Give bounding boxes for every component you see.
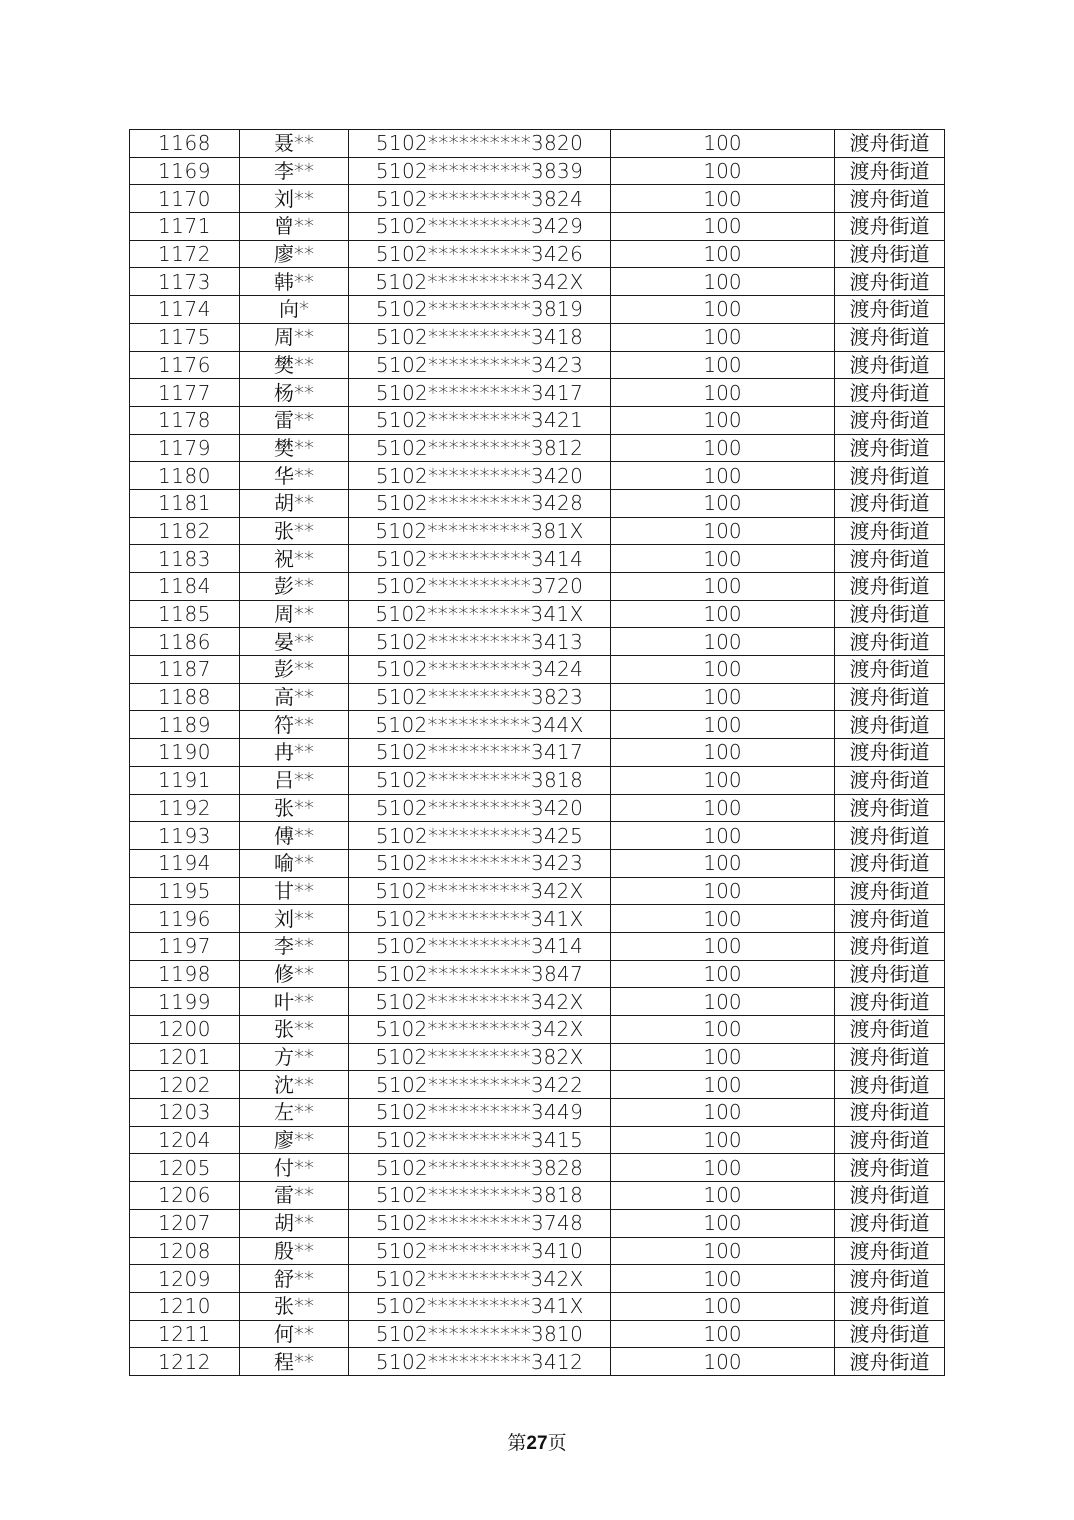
id-number-cell: 5102**********3839 (349, 157, 611, 185)
street-cell: 渡舟街道 (835, 157, 945, 185)
row-number-cell: 1193 (130, 822, 240, 850)
id-number-cell: 5102**********3420 (349, 794, 611, 822)
table-row (130, 600, 945, 628)
table-row (130, 296, 945, 324)
table-row (130, 822, 945, 850)
amount-cell: 100 (611, 1348, 835, 1376)
street-cell: 渡舟街道 (835, 600, 945, 628)
amount-cell: 100 (611, 1265, 835, 1293)
row-number-cell: 1197 (130, 932, 240, 960)
amount-cell: 100 (611, 157, 835, 185)
name-cell: 曾** (240, 213, 349, 241)
amount-cell: 100 (611, 296, 835, 324)
street-cell: 渡舟街道 (835, 905, 945, 933)
id-number-cell: 5102**********3421 (349, 406, 611, 434)
name-cell: 张** (240, 1292, 349, 1320)
table-row (130, 545, 945, 573)
row-number-cell: 1169 (130, 157, 240, 185)
amount-cell: 100 (611, 1209, 835, 1237)
id-number-cell: 5102**********3720 (349, 573, 611, 601)
name-cell: 周** (240, 323, 349, 351)
street-cell: 渡舟街道 (835, 656, 945, 684)
street-cell: 渡舟街道 (835, 379, 945, 407)
name-cell: 傅** (240, 822, 349, 850)
name-cell: 祝** (240, 545, 349, 573)
street-cell: 渡舟街道 (835, 185, 945, 213)
id-number-cell: 5102**********3410 (349, 1237, 611, 1265)
row-number-cell: 1203 (130, 1099, 240, 1127)
row-number-cell: 1178 (130, 406, 240, 434)
street-cell: 渡舟街道 (835, 213, 945, 241)
table-row (130, 766, 945, 794)
table-row (130, 932, 945, 960)
street-cell: 渡舟街道 (835, 268, 945, 296)
name-cell: 李** (240, 157, 349, 185)
name-cell: 李** (240, 932, 349, 960)
id-number-cell: 5102**********341X (349, 1292, 611, 1320)
row-number-cell: 1179 (130, 434, 240, 462)
street-cell: 渡舟街道 (835, 1043, 945, 1071)
row-number-cell: 1176 (130, 351, 240, 379)
row-number-cell: 1210 (130, 1292, 240, 1320)
street-cell: 渡舟街道 (835, 683, 945, 711)
row-number-cell: 1194 (130, 849, 240, 877)
amount-cell: 100 (611, 185, 835, 213)
street-cell: 渡舟街道 (835, 351, 945, 379)
amount-cell: 100 (611, 932, 835, 960)
name-cell: 张** (240, 517, 349, 545)
name-cell: 胡** (240, 1209, 349, 1237)
street-cell: 渡舟街道 (835, 462, 945, 490)
street-cell: 渡舟街道 (835, 240, 945, 268)
street-cell: 渡舟街道 (835, 573, 945, 601)
street-cell: 渡舟街道 (835, 1016, 945, 1044)
id-number-cell: 5102**********3818 (349, 766, 611, 794)
street-cell: 渡舟街道 (835, 960, 945, 988)
id-number-cell: 5102**********3418 (349, 323, 611, 351)
table-row (130, 1209, 945, 1237)
amount-cell: 100 (611, 656, 835, 684)
street-cell: 渡舟街道 (835, 296, 945, 324)
amount-cell: 100 (611, 822, 835, 850)
id-number-cell: 5102**********3422 (349, 1071, 611, 1099)
street-cell: 渡舟街道 (835, 130, 945, 158)
row-number-cell: 1192 (130, 794, 240, 822)
id-number-cell: 5102**********3847 (349, 960, 611, 988)
id-number-cell: 5102**********3420 (349, 462, 611, 490)
table-row (130, 1016, 945, 1044)
id-number-cell: 5102**********3819 (349, 296, 611, 324)
table-row (130, 462, 945, 490)
amount-cell: 100 (611, 462, 835, 490)
row-number-cell: 1209 (130, 1265, 240, 1293)
street-cell: 渡舟街道 (835, 1237, 945, 1265)
amount-cell: 100 (611, 351, 835, 379)
name-cell: 付** (240, 1154, 349, 1182)
row-number-cell: 1177 (130, 379, 240, 407)
table-row (130, 739, 945, 767)
id-number-cell: 5102**********3423 (349, 351, 611, 379)
name-cell: 聂** (240, 130, 349, 158)
id-number-cell: 5102**********3812 (349, 434, 611, 462)
id-number-cell: 5102**********341X (349, 600, 611, 628)
street-cell: 渡舟街道 (835, 517, 945, 545)
id-number-cell: 5102**********3415 (349, 1126, 611, 1154)
row-number-cell: 1206 (130, 1182, 240, 1210)
table-row (130, 268, 945, 296)
amount-cell: 100 (611, 1071, 835, 1099)
street-cell: 渡舟街道 (835, 1320, 945, 1348)
id-number-cell: 5102**********3412 (349, 1348, 611, 1376)
table-row (130, 849, 945, 877)
id-number-cell: 5102**********3823 (349, 683, 611, 711)
row-number-cell: 1211 (130, 1320, 240, 1348)
name-cell: 修** (240, 960, 349, 988)
row-number-cell: 1181 (130, 489, 240, 517)
table-row (130, 877, 945, 905)
street-cell: 渡舟街道 (835, 1348, 945, 1376)
amount-cell: 100 (611, 1099, 835, 1127)
row-number-cell: 1172 (130, 240, 240, 268)
amount-cell: 100 (611, 130, 835, 158)
id-number-cell: 5102**********3810 (349, 1320, 611, 1348)
street-cell: 渡舟街道 (835, 545, 945, 573)
amount-cell: 100 (611, 1182, 835, 1210)
amount-cell: 100 (611, 683, 835, 711)
table-row (130, 1043, 945, 1071)
id-number-cell: 5102**********3818 (349, 1182, 611, 1210)
roster-table-body (130, 130, 945, 1376)
row-number-cell: 1168 (130, 130, 240, 158)
row-number-cell: 1204 (130, 1126, 240, 1154)
amount-cell: 100 (611, 489, 835, 517)
amount-cell: 100 (611, 1320, 835, 1348)
id-number-cell: 5102**********3428 (349, 489, 611, 517)
name-cell: 樊** (240, 434, 349, 462)
amount-cell: 100 (611, 600, 835, 628)
row-number-cell: 1196 (130, 905, 240, 933)
amount-cell: 100 (611, 1126, 835, 1154)
name-cell: 左** (240, 1099, 349, 1127)
street-cell: 渡舟街道 (835, 1182, 945, 1210)
id-number-cell: 5102**********342X (349, 877, 611, 905)
name-cell: 刘** (240, 905, 349, 933)
id-number-cell: 5102**********3429 (349, 213, 611, 241)
id-number-cell: 5102**********3828 (349, 1154, 611, 1182)
amount-cell: 100 (611, 628, 835, 656)
table-row (130, 1182, 945, 1210)
name-cell: 方** (240, 1043, 349, 1071)
row-number-cell: 1208 (130, 1237, 240, 1265)
id-number-cell: 5102**********3425 (349, 822, 611, 850)
amount-cell: 100 (611, 213, 835, 241)
id-number-cell: 5102**********3426 (349, 240, 611, 268)
table-row (130, 1126, 945, 1154)
page-footer (0, 1428, 1074, 1455)
name-cell: 何** (240, 1320, 349, 1348)
street-cell: 渡舟街道 (835, 1292, 945, 1320)
street-cell: 渡舟街道 (835, 766, 945, 794)
name-cell: 周** (240, 600, 349, 628)
amount-cell: 100 (611, 268, 835, 296)
name-cell: 晏** (240, 628, 349, 656)
table-row (130, 157, 945, 185)
row-number-cell: 1184 (130, 573, 240, 601)
street-cell: 渡舟街道 (835, 794, 945, 822)
name-cell: 雷** (240, 1182, 349, 1210)
name-cell: 殷** (240, 1237, 349, 1265)
row-number-cell: 1207 (130, 1209, 240, 1237)
amount-cell: 100 (611, 960, 835, 988)
amount-cell: 100 (611, 240, 835, 268)
id-number-cell: 5102**********3820 (349, 130, 611, 158)
name-cell: 杨** (240, 379, 349, 407)
amount-cell: 100 (611, 545, 835, 573)
row-number-cell: 1205 (130, 1154, 240, 1182)
table-row (130, 406, 945, 434)
id-number-cell: 5102**********3414 (349, 932, 611, 960)
row-number-cell: 1199 (130, 988, 240, 1016)
row-number-cell: 1182 (130, 517, 240, 545)
amount-cell: 100 (611, 877, 835, 905)
amount-cell: 100 (611, 1237, 835, 1265)
row-number-cell: 1180 (130, 462, 240, 490)
table-row (130, 711, 945, 739)
street-cell: 渡舟街道 (835, 822, 945, 850)
row-number-cell: 1198 (130, 960, 240, 988)
name-cell: 符** (240, 711, 349, 739)
amount-cell: 100 (611, 988, 835, 1016)
street-cell: 渡舟街道 (835, 711, 945, 739)
row-number-cell: 1175 (130, 323, 240, 351)
table-row (130, 351, 945, 379)
row-number-cell: 1185 (130, 600, 240, 628)
id-number-cell: 5102**********342X (349, 988, 611, 1016)
table-row (130, 905, 945, 933)
id-number-cell: 5102**********3824 (349, 185, 611, 213)
id-number-cell: 5102**********3417 (349, 379, 611, 407)
table-row (130, 379, 945, 407)
id-number-cell: 5102**********341X (349, 905, 611, 933)
id-number-cell: 5102**********3414 (349, 545, 611, 573)
name-cell: 樊** (240, 351, 349, 379)
amount-cell: 100 (611, 739, 835, 767)
page-footer-prefix: 第 (507, 1432, 527, 1454)
row-number-cell: 1190 (130, 739, 240, 767)
table-row (130, 1320, 945, 1348)
street-cell: 渡舟街道 (835, 739, 945, 767)
row-number-cell: 1201 (130, 1043, 240, 1071)
name-cell: 廖** (240, 1126, 349, 1154)
id-number-cell: 5102**********3417 (349, 739, 611, 767)
table-row (130, 323, 945, 351)
name-cell: 向* (240, 296, 349, 324)
row-number-cell: 1173 (130, 268, 240, 296)
name-cell: 程** (240, 1348, 349, 1376)
row-number-cell: 1174 (130, 296, 240, 324)
name-cell: 雷** (240, 406, 349, 434)
id-number-cell: 5102**********382X (349, 1043, 611, 1071)
table-row (130, 240, 945, 268)
name-cell: 吕** (240, 766, 349, 794)
amount-cell: 100 (611, 379, 835, 407)
table-row (130, 434, 945, 462)
street-cell: 渡舟街道 (835, 1071, 945, 1099)
id-number-cell: 5102**********342X (349, 1265, 611, 1293)
id-number-cell: 5102**********342X (349, 268, 611, 296)
row-number-cell: 1189 (130, 711, 240, 739)
table-row (130, 489, 945, 517)
amount-cell: 100 (611, 573, 835, 601)
street-cell: 渡舟街道 (835, 406, 945, 434)
table-row (130, 960, 945, 988)
table-row (130, 794, 945, 822)
table-row (130, 656, 945, 684)
name-cell: 沈** (240, 1071, 349, 1099)
name-cell: 华** (240, 462, 349, 490)
id-number-cell: 5102**********3424 (349, 656, 611, 684)
id-number-cell: 5102**********3423 (349, 849, 611, 877)
street-cell: 渡舟街道 (835, 1209, 945, 1237)
page-footer-suffix: 页 (547, 1432, 567, 1454)
row-number-cell: 1202 (130, 1071, 240, 1099)
id-number-cell: 5102**********381X (349, 517, 611, 545)
row-number-cell: 1170 (130, 185, 240, 213)
table-row (130, 1071, 945, 1099)
table-row (130, 628, 945, 656)
table-row (130, 1154, 945, 1182)
name-cell: 彭** (240, 656, 349, 684)
street-cell: 渡舟街道 (835, 1154, 945, 1182)
amount-cell: 100 (611, 406, 835, 434)
amount-cell: 100 (611, 1016, 835, 1044)
name-cell: 喻** (240, 849, 349, 877)
name-cell: 冉** (240, 739, 349, 767)
amount-cell: 100 (611, 711, 835, 739)
row-number-cell: 1171 (130, 213, 240, 241)
id-number-cell: 5102**********344X (349, 711, 611, 739)
table-row (130, 517, 945, 545)
table-row (130, 573, 945, 601)
table-row (130, 130, 945, 158)
amount-cell: 100 (611, 1292, 835, 1320)
table-row (130, 1237, 945, 1265)
name-cell: 彭** (240, 573, 349, 601)
row-number-cell: 1195 (130, 877, 240, 905)
name-cell: 甘** (240, 877, 349, 905)
amount-cell: 100 (611, 849, 835, 877)
name-cell: 胡** (240, 489, 349, 517)
row-number-cell: 1188 (130, 683, 240, 711)
street-cell: 渡舟街道 (835, 849, 945, 877)
amount-cell: 100 (611, 434, 835, 462)
street-cell: 渡舟街道 (835, 323, 945, 351)
id-number-cell: 5102**********3449 (349, 1099, 611, 1127)
street-cell: 渡舟街道 (835, 988, 945, 1016)
street-cell: 渡舟街道 (835, 1265, 945, 1293)
name-cell: 张** (240, 794, 349, 822)
table-row (130, 185, 945, 213)
id-number-cell: 5102**********3413 (349, 628, 611, 656)
name-cell: 韩** (240, 268, 349, 296)
name-cell: 舒** (240, 1265, 349, 1293)
name-cell: 廖** (240, 240, 349, 268)
table-row (130, 988, 945, 1016)
amount-cell: 100 (611, 766, 835, 794)
table-row (130, 1099, 945, 1127)
amount-cell: 100 (611, 794, 835, 822)
row-number-cell: 1200 (130, 1016, 240, 1044)
street-cell: 渡舟街道 (835, 434, 945, 462)
name-cell: 高** (240, 683, 349, 711)
id-number-cell: 5102**********342X (349, 1016, 611, 1044)
table-row (130, 683, 945, 711)
row-number-cell: 1183 (130, 545, 240, 573)
amount-cell: 100 (611, 323, 835, 351)
table-row (130, 1265, 945, 1293)
roster-table (129, 129, 945, 1376)
street-cell: 渡舟街道 (835, 932, 945, 960)
id-number-cell: 5102**********3748 (349, 1209, 611, 1237)
table-row (130, 1348, 945, 1376)
row-number-cell: 1186 (130, 628, 240, 656)
amount-cell: 100 (611, 517, 835, 545)
name-cell: 张** (240, 1016, 349, 1044)
name-cell: 叶** (240, 988, 349, 1016)
amount-cell: 100 (611, 905, 835, 933)
street-cell: 渡舟街道 (835, 489, 945, 517)
street-cell: 渡舟街道 (835, 1099, 945, 1127)
row-number-cell: 1212 (130, 1348, 240, 1376)
amount-cell: 100 (611, 1154, 835, 1182)
row-number-cell: 1191 (130, 766, 240, 794)
page-number: 27 (526, 1433, 548, 1454)
table-row (130, 213, 945, 241)
table-row (130, 1292, 945, 1320)
row-number-cell: 1187 (130, 656, 240, 684)
street-cell: 渡舟街道 (835, 877, 945, 905)
name-cell: 刘** (240, 185, 349, 213)
street-cell: 渡舟街道 (835, 1126, 945, 1154)
amount-cell: 100 (611, 1043, 835, 1071)
street-cell: 渡舟街道 (835, 628, 945, 656)
